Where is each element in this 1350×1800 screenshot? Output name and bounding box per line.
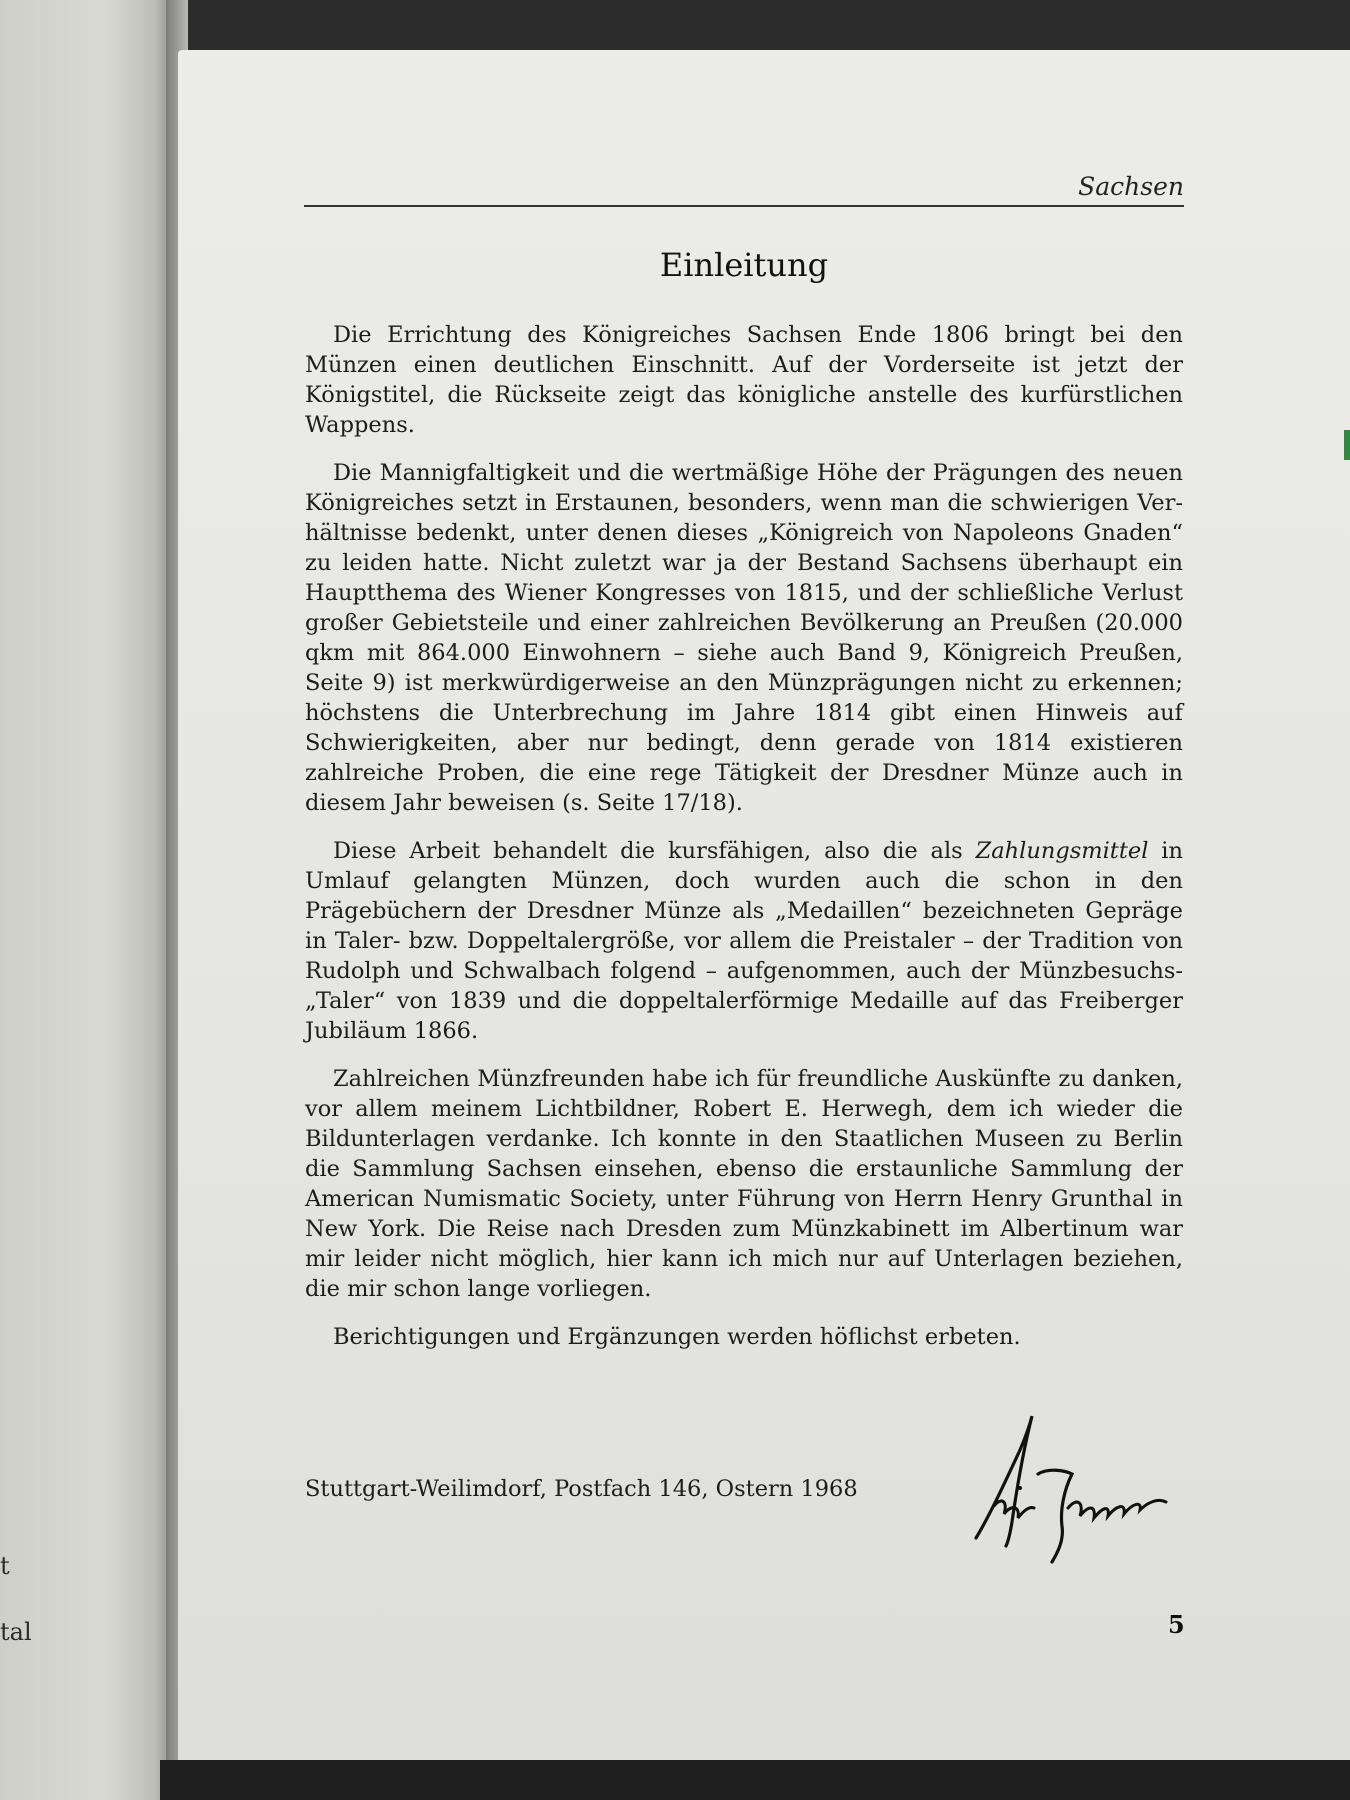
page-title: Einleitung bbox=[659, 246, 829, 284]
left-page-edge bbox=[0, 0, 176, 1800]
desk-surface bbox=[160, 1760, 1350, 1800]
paragraph-2: Die Mannigfaltigkeit und die wertmäßige Höhe der Prägungen des neuen Königreiches setzt in Erstaunen, besonders, wenn man die schwierigen Verhältnisse bedenkt, unter denen dieses „Königreich von Napoleons Gnaden“ zu leiden hatte. Nicht zuletzt war ja der Bestand Sachsens überhaupt ein Hauptthema des Wiener Kongresses von 1815, und der schließliche Verlust großer Gebietsteile und einer zahlreichen Bevölkerung an Preußen (20.000 qkm mit 864.000 Einwohnern – siehe auch Band 9, Königreich Preußen, Seite 9) ist merkwürdigerweise an den Münzprägungen nicht zu erkennen; höchstens die Unterbrechung im Jahre 1814 gibt einen Hinweis auf Schwierigkeiten, aber nur bedingt, denn gerade von 1814 existieren zahlreiche Proben, die eine rege Tätigkeit der Dresdner Münze auch in diesem Jahr beweisen (s. Seite 17/18). bbox=[305, 460, 1183, 816]
paragraph-4: Zahlreichen Münzfreunden habe ich für freundliche Auskünfte zu danken, vor allem meinem Lichtbildner, Robert E. Herwegh, dem ich wieder die Bildunterlagen verdanke. Ich konnte in den Staatlichen Museen zu Berlin die Sammlung Sachsen einsehen, ebenso die erstaunliche Sammlung der American Numismatic Society, unter Führung von Herrn Henry Grunthal in New York. Die Reise nach Dresden zum Münzkabinett im Albertinum war mir leider nicht möglich, hier kann ich mich nur auf Unterlagen beziehen, die mir schon lange vorliegen. bbox=[305, 1066, 1183, 1302]
paragraph-3-before: Diese Arbeit behandelt die kursfähigen, also die als bbox=[333, 838, 976, 864]
running-head: Sachsen bbox=[1078, 172, 1184, 201]
page-edge-marker bbox=[1344, 430, 1350, 460]
body-text bbox=[305, 320, 1183, 1370]
book-page bbox=[178, 50, 1350, 1760]
paragraph-3 bbox=[305, 836, 1183, 1046]
place-date-line: Stuttgart-Weilimdorf, Postfach 146, Ostern 1968 bbox=[305, 1476, 858, 1502]
closing-line: Berichtigungen und Ergänzungen werden höflichst erbeten. bbox=[333, 1324, 1021, 1350]
paragraph-1: Die Errichtung des Königreiches Sachsen Ende 1806 bringt bei den Münzen einen deutlichen Einschnitt. Auf der Vorderseite ist jetzt der Königstitel, die Rückseite zeigt das königliche anstelle des kurfürstlichen Wappens. bbox=[305, 322, 1183, 438]
header-rule bbox=[304, 205, 1184, 207]
page-number: 5 bbox=[1168, 1610, 1185, 1639]
left-page-fragment-2: tal bbox=[0, 1618, 32, 1646]
signature-icon bbox=[968, 1410, 1178, 1570]
left-page-fragment-1: t bbox=[0, 1552, 10, 1580]
paragraph-3-after: in Umlauf gelangten Münzen, doch wurden auch die schon in den Prägebüchern der Dresdner Münze als „Medaillen“ bezeichneten Gepräge in Taler- bzw. Doppeltalergröße, vor allem die Preistaler – der Tradition von Rudolph und Schwalbach folgend – aufgenommen, auch der Münzbesuchs-„Taler“ von 1839 und die doppeltalerförmige Medaille auf das Freiberger Jubiläum 1866. bbox=[305, 838, 1183, 1044]
paragraph-3-emphasis: Zahlungsmittel bbox=[975, 838, 1149, 864]
